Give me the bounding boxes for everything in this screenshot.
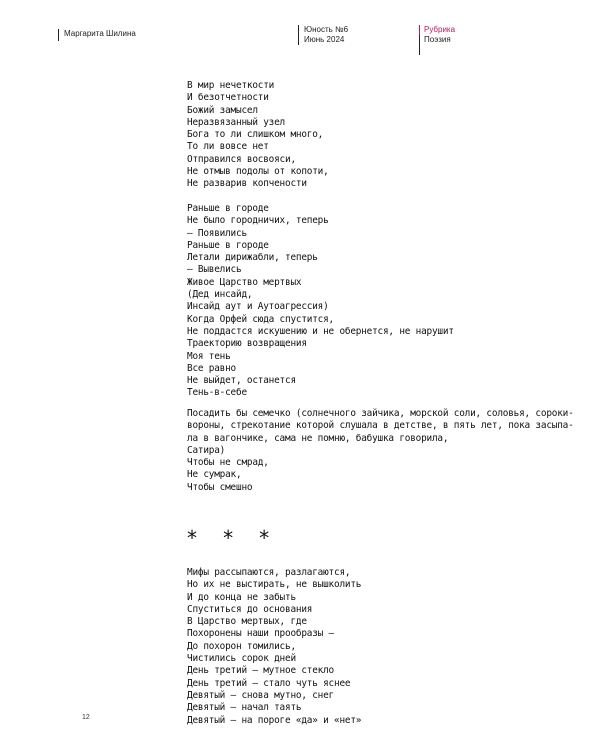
stanza-3 — [187, 408, 574, 494]
poem-line: И безотчетности — [187, 92, 269, 104]
poem-line: Девятый – начал таять — [187, 702, 302, 714]
poem-line: Не было городничих, теперь — [187, 215, 329, 227]
poem-line: Раньше в городе — [187, 239, 269, 251]
poem-line: Не сумрак, — [187, 469, 242, 481]
poem-line: Мифы рассыпаются, разлагаются, — [187, 567, 351, 578]
header-divider-accent — [419, 25, 420, 35]
poem-line: Бога то ли слишком много, — [187, 129, 324, 141]
poem-line: Девятый – снова мутно, снег — [187, 689, 334, 701]
poem-line: Неразвязанный узел — [187, 116, 285, 128]
poem-line: То ли вовсе нет — [187, 141, 269, 153]
author-name: Маргарита Шилина — [64, 29, 136, 38]
poem-line: Летали дирижабли, теперь — [187, 252, 318, 264]
poem-line: Посадить бы семечко (солнечного зайчика, морской соли, соловья, сороки- — [187, 408, 574, 419]
poem-line: Инсайд аут и Аутоагрессия) — [187, 301, 329, 313]
rubric-label: Рубрика — [424, 25, 456, 34]
magazine-name: Юность №6 — [304, 25, 349, 34]
poem-line: До похорон томились, — [187, 640, 296, 652]
poem-line: Живое Царство мертвых — [187, 276, 302, 288]
header-author — [64, 29, 136, 39]
poem-line: Моя тень — [187, 350, 231, 362]
poem-line: Чтобы смешно — [187, 481, 253, 493]
poem-line: Похоронены наши прообразы – — [187, 628, 334, 640]
poem-line: вороны, стрекотание которой слушала в детстве, в пять лет, пока засыпа- — [187, 420, 574, 432]
poem-line: В Царство мертвых, где — [187, 616, 307, 628]
poem-line: Тень-в-себе — [187, 387, 247, 399]
poem-line: День третий – стало чуть яснее — [187, 677, 351, 689]
poem-line: Не выйдет, останется — [187, 375, 296, 387]
stanza-4 — [187, 567, 547, 727]
header-divider — [58, 29, 59, 41]
poem-line: Отправился восвояси, — [187, 153, 296, 165]
header-divider — [298, 25, 299, 45]
poem-line: ла в вагончике, сама не помню, бабушка говорила, — [187, 432, 449, 444]
poem-line: (Дед инсайд, — [187, 289, 253, 301]
poem-line: Не разварив копчености — [187, 178, 307, 190]
poem-line: Сатира) — [187, 444, 226, 456]
poem-line: Траекторию возвращения — [187, 338, 307, 350]
poem-line: Но их не выстирать, не вышколить — [187, 579, 362, 591]
poem-line: Спуститься до основания — [187, 603, 313, 615]
poem-line: Когда Орфей сюда спустится, — [187, 313, 334, 325]
poem-line: Все равно — [187, 362, 236, 374]
issue-date: Июнь 2024 — [304, 35, 345, 44]
poem-line: Чтобы не смрад, — [187, 457, 269, 469]
poem-line: Не поддастся искушению и не обернется, не нарушит — [187, 325, 454, 337]
stanza-2 — [187, 203, 547, 400]
poem-line: Раньше в городе — [187, 203, 269, 214]
stanza-1 — [187, 80, 547, 191]
page-number: 12 — [82, 714, 90, 721]
header-rubric — [424, 25, 455, 45]
poem-line: В мир нечеткости — [187, 80, 275, 91]
poem-line: – Появились — [187, 227, 247, 239]
poem-line: Не отмыв подолы от копоти, — [187, 166, 329, 178]
header-magazine — [304, 25, 348, 45]
rubric-name: Поэзия — [424, 35, 451, 44]
header-divider — [419, 35, 420, 55]
poem-line: Божий замысел — [187, 104, 258, 116]
poem-line: – Вывелись — [187, 264, 242, 276]
poem-line: Чистились сорок дней — [187, 653, 296, 665]
poem-line: Девятый – на пороге «да» и «нет» — [187, 714, 362, 726]
poem-line: И до конца не забыть — [187, 591, 296, 603]
section-separator: * * * — [186, 526, 277, 550]
poem-line: День третий – мутное стекло — [187, 665, 334, 677]
